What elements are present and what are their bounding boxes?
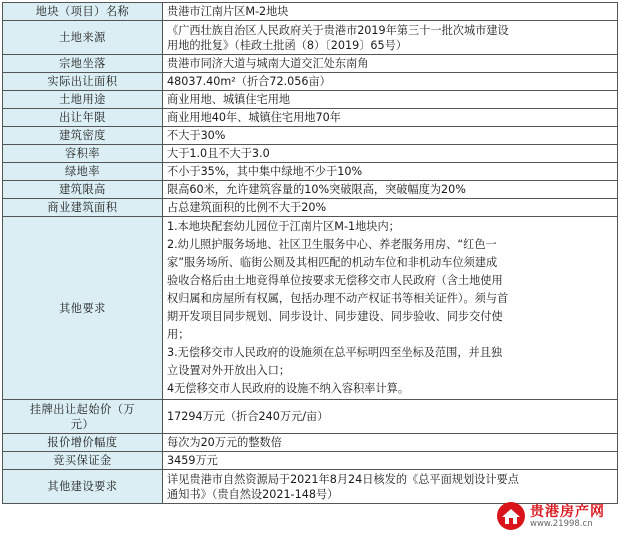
table-row — [3, 21, 618, 55]
value-line: 立设置对外开放出入口； — [167, 364, 291, 377]
label-line: 挂牌出让起始价（万 — [29, 402, 136, 416]
table-row — [3, 145, 618, 163]
watermark-url: www.21998.cn — [530, 519, 593, 529]
row-label: 其他要求 — [3, 217, 163, 400]
row-label: 宗地坐落 — [3, 55, 163, 73]
value-line: 权归属和房屋所有权属，包括办理不动产权证书等相关证件）。须与首 — [167, 292, 509, 305]
row-value: 每次为20万元的整数倍 — [163, 434, 618, 452]
watermark-name: 贵港房产网 — [530, 504, 605, 520]
table-row — [3, 199, 618, 217]
row-label: 容积率 — [3, 145, 163, 163]
row-label: 土地来源 — [3, 21, 163, 55]
table-row — [3, 55, 618, 73]
value-line: 用； — [167, 328, 190, 341]
row-value — [163, 21, 618, 55]
row-label: 绿地率 — [3, 163, 163, 181]
table-row — [3, 217, 618, 400]
row-value: 商业用地、城镇住宅用地 — [163, 91, 618, 109]
row-value: 占总建筑面积的比例不大于20% — [163, 199, 618, 217]
row-label: 竞买保证金 — [3, 452, 163, 470]
site-watermark — [496, 499, 614, 533]
row-value: 17294万元（折合240万元/亩） — [163, 400, 618, 434]
row-label — [3, 400, 163, 434]
row-value: 不小于35%，其中集中绿地不少于10% — [163, 163, 618, 181]
value-line: 1.本地块配套幼儿园位于江南片区M-1地块内； — [167, 220, 400, 233]
label-line: 元） — [70, 417, 95, 431]
row-value: 大于1.0且不大于3.0 — [163, 145, 618, 163]
house-logo-icon — [496, 501, 526, 531]
row-label: 建筑限高 — [3, 181, 163, 199]
table-row — [3, 452, 618, 470]
row-label: 地块（项目）名称 — [3, 3, 163, 21]
row-label: 商业建筑面积 — [3, 199, 163, 217]
row-value: 商业用地40年、城镇住宅用地70年 — [163, 109, 618, 127]
value-line: 详见贵港市自然资源局于2021年8月24日核发的《总平面规划设计要点 — [167, 472, 519, 486]
row-label: 建筑密度 — [3, 127, 163, 145]
land-info-table — [2, 2, 618, 504]
table-row — [3, 163, 618, 181]
table-row — [3, 3, 618, 21]
value-line: 通知书》（贵自然设2021-148号） — [167, 487, 339, 501]
table-row — [3, 91, 618, 109]
table-row — [3, 73, 618, 91]
row-value: 3459万元 — [163, 452, 618, 470]
value-line: 用地的批复》（桂政土批函（8）〔2019〕65号） — [167, 38, 408, 52]
value-line: 3.无偿移交市人民政府的设施须在总平标明四至坐标及范围，并且独 — [167, 346, 503, 359]
row-value: 贵港市江南片区M-2地块 — [163, 3, 618, 21]
row-label: 出让年限 — [3, 109, 163, 127]
row-label: 实际出让面积 — [3, 73, 163, 91]
value-line: 《广西壮族自治区人民政府关于贵港市2019年第三十一批次城市建设 — [167, 23, 509, 37]
value-line: 4无偿移交市人民政府的设施不纳入容积率计算。 — [167, 382, 410, 395]
table-row — [3, 181, 618, 199]
row-value: 不大于30% — [163, 127, 618, 145]
row-label: 其他建设要求 — [3, 470, 163, 504]
value-line: 2.幼儿照护服务场地、社区卫生服务中心、养老服务用房、“红色一 — [167, 238, 497, 251]
row-label: 土地用途 — [3, 91, 163, 109]
table-row — [3, 400, 618, 434]
table-row — [3, 127, 618, 145]
value-line: 家”服务场所、临街公厕及其相匹配的机动车位和非机动车位须建成 — [167, 256, 498, 269]
value-line: 期开发项目同步规划、同步设计、同步建设、同步验收、同步交付使 — [167, 310, 503, 323]
row-value: 贵港市同济大道与城南大道交汇处东南角 — [163, 55, 618, 73]
table-row — [3, 434, 618, 452]
value-line: 验收合格后由土地竞得单位按要求无偿移交市人民政府（含土地使用 — [167, 274, 503, 287]
row-label: 报价增价幅度 — [3, 434, 163, 452]
row-value: 48037.40m²（折合72.056亩） — [163, 73, 618, 91]
row-value: 限高60米，允许建筑容量的10%突破限高，突破幅度为20% — [163, 181, 618, 199]
row-value — [163, 217, 618, 400]
table-row — [3, 109, 618, 127]
